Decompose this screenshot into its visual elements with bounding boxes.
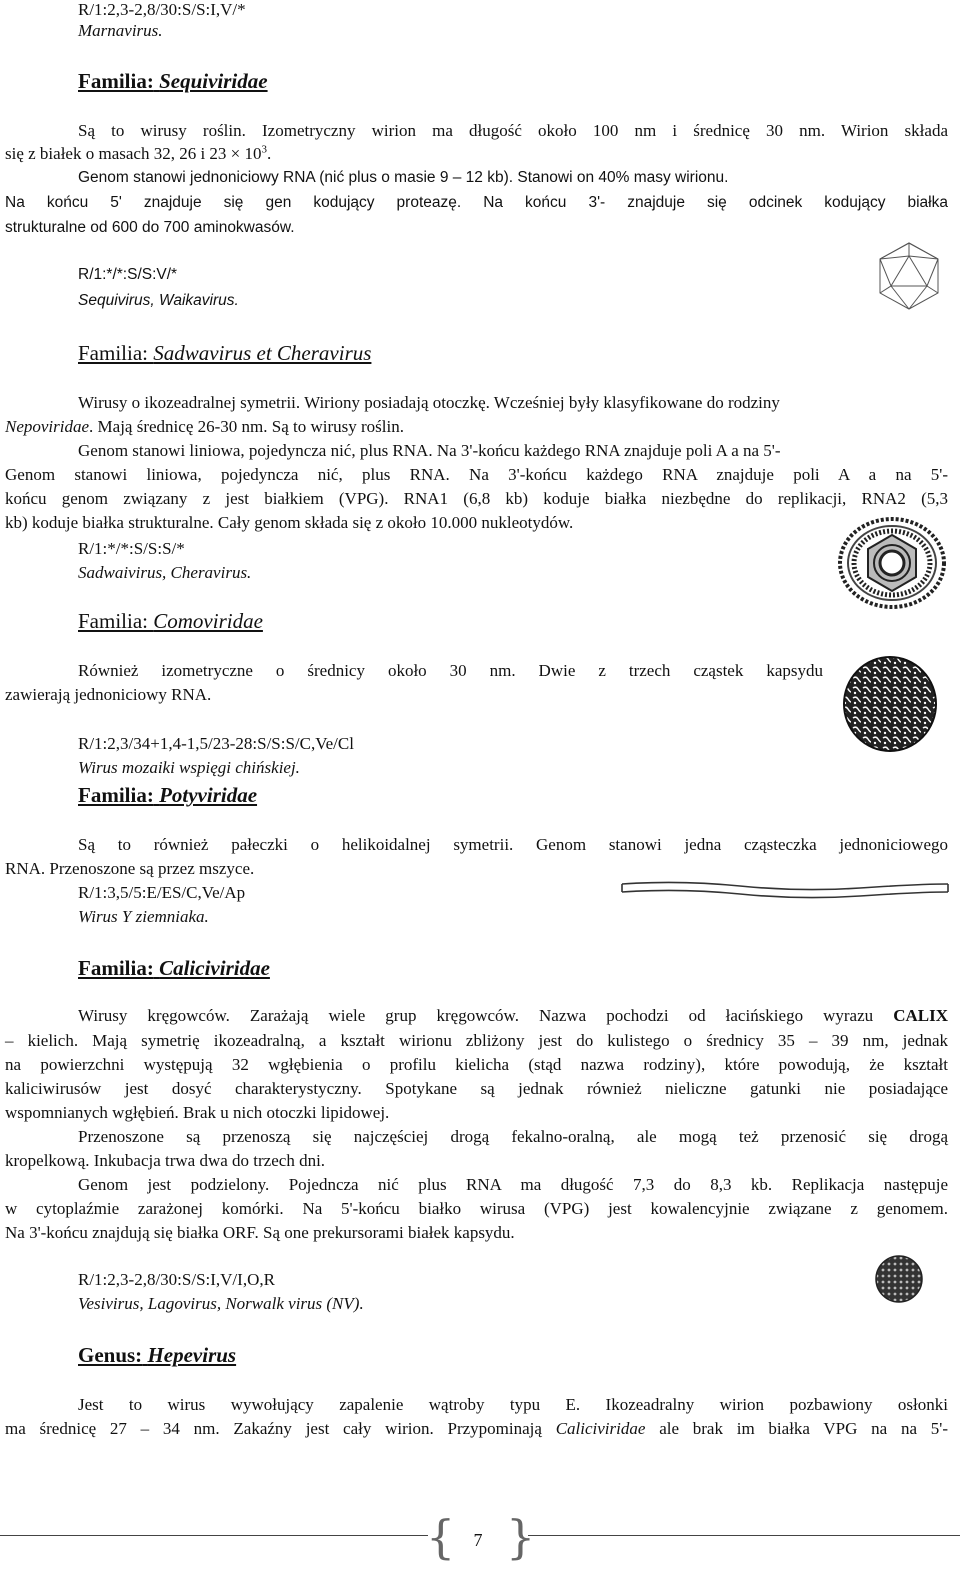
paragraph-line: RNA. Przenoszone są przez mszyce. (5, 859, 255, 878)
paragraph-line: kropelkową. Inkubacja trwa dwa do trzech dni. (5, 1151, 326, 1170)
paragraph-line: Są to również pałeczki o helikoidalnej symetrii. Genom stanowi jedna cząsteczka jednoniciowego (78, 835, 948, 854)
paragraph-line: Przenoszone są przenoszą się najczęściej drogą fekalno-oralną, ale mogą też przenosić się drogą (78, 1127, 948, 1146)
heading-label: Familia: (78, 956, 154, 980)
footer-brace-right: } (506, 1510, 536, 1564)
paragraph-line: Na końcu 5' znajduje się gen kodujący proteazę. Na końcu 3'- znajduje się odcinek kodujący białka (5, 194, 948, 211)
paragraph-line: na powierzchni występują 32 wgłębienia o profilu kielicha (stąd nazwa rodziny), które powodują, że kształt (5, 1055, 948, 1074)
footer-brace-left: { (426, 1510, 456, 1564)
heading-label: Familia: (78, 609, 148, 633)
formula-sequiviridae: R/1:*/*:S/S:V/* (78, 266, 178, 283)
text-span: Caliciviridae (555, 1419, 646, 1438)
text-span: ma średnicę 27 – 34 nm. Zakaźny jest cały wirion. Przypominają (5, 1419, 542, 1438)
formula-potyviridae: R/1:3,5/5:E/ES/C,Ve/Ap (78, 883, 246, 902)
formula-sadwavirus: R/1:*/*:S/S:S/* (78, 539, 185, 558)
footer-rule-left (0, 1535, 428, 1536)
text-span: się z białek o masach 32, 26 i 23 × 10 (5, 144, 262, 163)
heading-family-name: Sadwavirus et Cheravirus (153, 341, 372, 365)
heading-genus-name: Hepevirus (147, 1343, 237, 1367)
genera-caliciviridae: Vesivirus, Lagovirus, Norwalk virus (NV). (78, 1294, 364, 1313)
text-span: Wirusy kręgowców. Zarażają wiele grup kręgowców. Nazwa pochodzi od łacińskiego wyrazu (78, 1006, 874, 1025)
heading-family-name: Potyviridae (159, 783, 258, 807)
heading-sadwavirus (78, 340, 371, 366)
text-span: Nepoviridae (5, 417, 90, 436)
paragraph-line: Wirusy o ikozeadralnej symetrii. Wiriony posiadają otoczkę. Wcześniej były klasyfikowane do rodziny (78, 393, 780, 412)
enveloped-virion-icon (838, 517, 946, 609)
paragraph-line: Genom stanowi liniowa, pojedyncza nić, plus RNA. Na 3'-końcu każdego RNA znajduje poli A a na 5'- (5, 465, 948, 484)
text-span-bold: CALIX (893, 1006, 948, 1025)
heading-label: Familia: (78, 341, 148, 365)
genera-sadwavirus: Sadwaivirus, Cheravirus. (78, 563, 252, 582)
text-span: ale brak im białka VPG na na 5'- (659, 1419, 948, 1438)
paragraph-line: Również izometryczne o średnicy około 30 nm. Dwie z trzech cząstek kapsydu (78, 661, 823, 680)
filamentous-virion-icon (620, 876, 950, 902)
superscript: 3 (261, 143, 268, 156)
heading-family-name: Comoviridae (153, 609, 263, 633)
paragraph-line (5, 144, 271, 164)
text-span: . Mają średnicę 26-30 nm. Są to wirusy roślin. (89, 417, 404, 436)
paragraph-line: zawierają jednoniciowy RNA. (5, 685, 212, 704)
text-span: . (267, 144, 272, 163)
paragraph-line (5, 1419, 948, 1439)
paragraph-line: wspomnianych wgłębień. Brak u nich otoczki lipidowej. (5, 1103, 390, 1122)
genera-potyviridae: Wirus Y ziemniaka. (78, 907, 209, 926)
heading-label: Genus: (78, 1343, 143, 1367)
comovirus-particle-icon (842, 655, 938, 753)
paragraph-line (5, 417, 404, 437)
paragraph-line: kaliciwirusów jest dosyć charakterystyczny. Spotykane są jednak również nieliczne gatunki nie posiadające (5, 1079, 948, 1098)
genera-sequiviridae: Sequivirus, Waikavirus. (78, 292, 239, 309)
icosahedron-icon (873, 240, 945, 312)
heading-comoviridae (78, 608, 263, 634)
heading-caliciviridae (78, 955, 270, 981)
heading-label: Familia: (78, 783, 154, 807)
formula-comoviridae: R/1:2,3/34+1,4-1,5/23-28:S/S:S/C,Ve/Cl (78, 734, 354, 753)
heading-family-name: Caliciviridae (159, 956, 270, 980)
paragraph-line: strukturalne od 600 do 700 aminokwasów. (5, 219, 295, 236)
paragraph-line: Są to wirusy roślin. Izometryczny wirion ma długość około 100 nm i średnicę 30 nm. Wirion składa (78, 121, 948, 140)
paragraph-line: – kielich. Mają symetrię ikozeadralną, a kształt wirionu zbliżony jest do kulistego o średnicy 35 – 39 nm, jednak (5, 1031, 948, 1050)
paragraph-line: Jest to wirus wywołujący zapalenie wątroby typu E. Ikozeadralny wirion pozbawiony osłonki (78, 1395, 948, 1414)
heading-family-name: Sequiviridae (159, 69, 268, 93)
paragraph-line: Genom jest podzielony. Pojedncza nić plus RNA ma długość 7,3 do 8,3 kb. Replikacja następuje (78, 1175, 948, 1194)
paragraph-line: Na 3'-końcu znajdują się białka ORF. Są one prekursorami białek kapsydu. (5, 1223, 515, 1242)
genera-top: Marnavirus. (78, 21, 163, 40)
heading-sequiviridae (78, 68, 268, 94)
footer-rule-right (528, 1535, 960, 1536)
paragraph-line: w cytoplaźmie zarażonej komórki. Na 5'-końcu białko wirusa (VPG) jest kowalencyjnie związane z genomem. (5, 1199, 948, 1218)
paragraph-line: Genom stanowi liniowa, pojedyncza nić, plus RNA. Na 3'-końcu każdego RNA znajduje poli A a na 5'- (78, 441, 781, 460)
genera-comoviridae: Wirus mozaiki wspięgi chińskiej. (78, 758, 300, 777)
paragraph-line: kb) koduje białka strukturalne. Cały genom składa się z około 10.000 nukleotydów. (5, 513, 574, 532)
heading-label: Familia: (78, 69, 154, 93)
formula-top: R/1:2,3-2,8/30:S/S:I,V/* (78, 0, 246, 19)
paragraph-line: Genom stanowi jednoniciowy RNA (nić plus o masie 9 – 12 kb). Stanowi on 40% masy wirionu. (78, 169, 729, 186)
calicivirus-particle-icon (874, 1255, 924, 1303)
paragraph-line (78, 1006, 948, 1026)
page-number: 7 (473, 1530, 483, 1550)
heading-potyviridae (78, 782, 257, 808)
paragraph-line: końcu genom związany z jest białkiem (VPG). RNA1 (6,8 kb) koduje białka niezbędne do replikacji, RNA2 (5,3 (5, 489, 948, 508)
heading-hepevirus (78, 1342, 236, 1368)
formula-caliciviridae: R/1:2,3-2,8/30:S/S:I,V/I,O,R (78, 1270, 275, 1289)
